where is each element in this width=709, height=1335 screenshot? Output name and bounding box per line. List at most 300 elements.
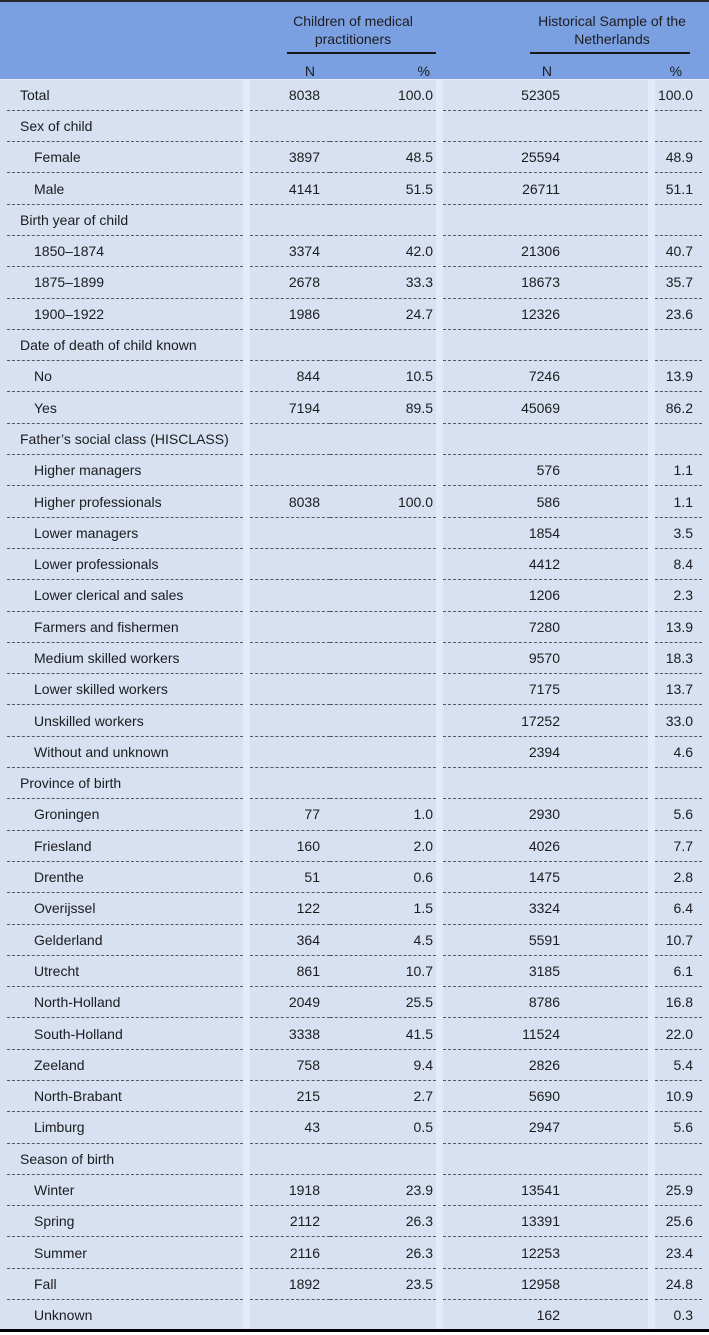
value-cell: 26711 [443,173,648,204]
column-spacer [243,1300,250,1331]
column-spacer [648,1018,655,1049]
column-spacer [648,1081,655,1112]
value-cell: 3338 [250,1018,330,1049]
edge-spacer [702,861,709,892]
value-cell: 100.0 [330,79,436,110]
value-cell: 42.0 [330,235,436,266]
edge-spacer [702,1049,709,1080]
edge-spacer [702,329,709,360]
row-label: Medium skilled workers [7,642,243,673]
value-cell [250,1143,330,1174]
column-spacer [243,110,250,141]
value-cell [250,736,330,767]
value-cell [250,110,330,141]
value-cell: 12958 [443,1268,648,1299]
value-cell: 5591 [443,924,648,955]
value-cell [250,517,330,548]
edge-spacer [0,235,7,266]
value-cell: 51.5 [330,173,436,204]
section-row [0,329,709,360]
column-spacer [436,329,443,360]
value-cell [330,423,436,454]
column-spacer [243,768,250,799]
edge-spacer [0,799,7,830]
value-cell: 9.4 [330,1049,436,1080]
value-cell [443,1143,648,1174]
value-cell: 26.3 [330,1206,436,1237]
edge-spacer [702,830,709,861]
edge-spacer [0,1143,7,1174]
row-label: Without and unknown [7,736,243,767]
edge-spacer [702,768,709,799]
column-spacer [243,1081,250,1112]
column-spacer [648,548,655,579]
value-cell [250,580,330,611]
value-cell: 6.4 [655,893,702,924]
edge-spacer [0,861,7,892]
table-row [0,1081,709,1112]
edge-spacer [702,423,709,454]
column-spacer [243,1018,250,1049]
edge-spacer [0,455,7,486]
header-blank-cell [0,54,250,79]
edge-spacer [702,486,709,517]
value-cell: 12326 [443,298,648,329]
value-cell [330,705,436,736]
value-cell: 13.7 [655,674,702,705]
table-body [0,79,709,1331]
value-cell [330,768,436,799]
value-cell [330,329,436,360]
edge-spacer [702,580,709,611]
value-cell [443,423,648,454]
row-label: Father’s social class (HISCLASS) [7,423,243,454]
column-spacer [648,768,655,799]
column-spacer [436,1237,443,1268]
value-cell: 1.5 [330,893,436,924]
column-spacer [648,736,655,767]
column-spacer [243,392,250,423]
value-cell: 16.8 [655,987,702,1018]
value-cell: 100.0 [655,79,702,110]
value-cell: 2394 [443,736,648,767]
table-row [0,392,709,423]
column-spacer [436,1081,443,1112]
column-spacer [243,611,250,642]
column-spacer [436,392,443,423]
value-cell: 2930 [443,799,648,830]
column-spacer [243,486,250,517]
edge-spacer [702,924,709,955]
value-cell: 25.6 [655,1206,702,1237]
value-cell: 4.6 [655,736,702,767]
value-cell [655,1143,702,1174]
edge-spacer [0,830,7,861]
table-row [0,580,709,611]
edge-spacer [702,392,709,423]
table-row [0,1206,709,1237]
edge-spacer [702,799,709,830]
value-cell: 5.4 [655,1049,702,1080]
edge-spacer [0,611,7,642]
value-cell: 122 [250,893,330,924]
value-cell [330,110,436,141]
value-cell: 364 [250,924,330,955]
column-spacer [436,799,443,830]
table-header [0,1,709,79]
value-cell: 844 [250,361,330,392]
value-cell: 2947 [443,1112,648,1143]
value-cell: 7246 [443,361,648,392]
table-row [0,1018,709,1049]
value-cell: 2116 [250,1237,330,1268]
value-cell: 8038 [250,79,330,110]
value-cell: 0.3 [655,1300,702,1331]
column-spacer [648,1300,655,1331]
value-cell [655,110,702,141]
column-spacer [243,705,250,736]
section-row [0,1143,709,1174]
value-cell: 3.5 [655,517,702,548]
value-cell: 52305 [443,79,648,110]
value-cell [443,204,648,235]
value-cell [330,1143,436,1174]
edge-spacer [702,142,709,173]
column-header-row [0,54,709,79]
edge-spacer [0,674,7,705]
value-cell: 4412 [443,548,648,579]
value-cell: 861 [250,955,330,986]
row-label: Higher managers [7,455,243,486]
table-row [0,361,709,392]
column-spacer [648,580,655,611]
column-spacer [243,79,250,110]
column-spacer [648,924,655,955]
table-row [0,611,709,642]
value-cell: 2826 [443,1049,648,1080]
column-spacer [436,1268,443,1299]
edge-spacer [702,1174,709,1205]
column-spacer [243,142,250,173]
edge-spacer [0,517,7,548]
value-cell: 13541 [443,1174,648,1205]
column-spacer [243,955,250,986]
value-cell [250,674,330,705]
value-cell: 45069 [443,392,648,423]
column-spacer [436,861,443,892]
value-cell: 10.7 [330,955,436,986]
value-cell [330,204,436,235]
value-cell: 86.2 [655,392,702,423]
column-group-row [0,1,709,54]
value-cell: 5.6 [655,799,702,830]
value-cell: 0.5 [330,1112,436,1143]
edge-spacer [702,517,709,548]
edge-spacer [702,1300,709,1331]
edge-spacer [702,267,709,298]
column-spacer [243,1143,250,1174]
column-spacer [648,173,655,204]
col-header-pct-hsn: % [655,54,702,79]
header-edge-cell [702,1,709,54]
row-label: Higher professionals [7,486,243,517]
column-spacer [436,1112,443,1143]
value-cell: 77 [250,799,330,830]
table-row [0,799,709,830]
row-label: Total [7,79,243,110]
column-spacer [648,361,655,392]
table-row [0,642,709,673]
column-spacer [648,799,655,830]
column-spacer [243,235,250,266]
column-spacer [436,110,443,141]
edge-spacer [0,423,7,454]
value-cell [250,1300,330,1331]
column-spacer [436,173,443,204]
row-label: Male [7,173,243,204]
value-cell: 40.7 [655,235,702,266]
row-label: Date of death of child known [7,329,243,360]
value-cell [655,768,702,799]
edge-spacer [702,361,709,392]
table-row [0,987,709,1018]
value-cell: 3374 [250,235,330,266]
edge-spacer [702,1206,709,1237]
column-spacer [436,580,443,611]
header-blank-cell [0,1,250,54]
row-label: Winter [7,1174,243,1205]
edge-spacer [702,987,709,1018]
edge-spacer [702,955,709,986]
table-row [0,548,709,579]
value-cell [250,423,330,454]
table-row [0,674,709,705]
column-spacer [436,642,443,673]
column-group-practitioners [250,1,436,54]
column-spacer [243,674,250,705]
value-cell [443,110,648,141]
column-spacer [648,1049,655,1080]
value-cell: 7175 [443,674,648,705]
column-spacer [243,298,250,329]
column-spacer [436,987,443,1018]
value-cell: 2112 [250,1206,330,1237]
value-cell: 23.5 [330,1268,436,1299]
table-row [0,1174,709,1205]
column-spacer [243,580,250,611]
edge-spacer [0,1018,7,1049]
column-spacer [648,893,655,924]
column-spacer [436,423,443,454]
edge-spacer [0,987,7,1018]
edge-spacer [702,173,709,204]
column-spacer [243,861,250,892]
column-spacer [243,736,250,767]
value-cell [330,517,436,548]
value-cell: 1892 [250,1268,330,1299]
value-cell [330,642,436,673]
column-spacer [436,1018,443,1049]
column-spacer [243,267,250,298]
value-cell: 51 [250,861,330,892]
table-row [0,1112,709,1143]
edge-spacer [0,1081,7,1112]
column-spacer [648,1112,655,1143]
edge-spacer [0,173,7,204]
column-spacer [648,642,655,673]
value-cell: 8.4 [655,548,702,579]
column-spacer [436,1174,443,1205]
column-spacer [436,79,443,110]
edge-spacer [702,1018,709,1049]
row-label: Utrecht [7,955,243,986]
value-cell [250,642,330,673]
column-spacer [436,955,443,986]
value-cell [330,455,436,486]
value-cell: 8786 [443,987,648,1018]
value-cell: 9570 [443,642,648,673]
value-cell: 3185 [443,955,648,986]
column-spacer [436,517,443,548]
row-label: Summer [7,1237,243,1268]
edge-spacer [0,361,7,392]
column-spacer [436,736,443,767]
col-header-pct-practitioners: % [330,54,436,79]
value-cell: 6.1 [655,955,702,986]
value-cell: 4.5 [330,924,436,955]
column-spacer [648,517,655,548]
value-cell: 7194 [250,392,330,423]
value-cell [250,548,330,579]
section-row [0,768,709,799]
value-cell: 51.1 [655,173,702,204]
row-label: Overijssel [7,893,243,924]
value-cell: 576 [443,455,648,486]
row-label: Fall [7,1268,243,1299]
row-label: Season of birth [7,1143,243,1174]
column-spacer [648,830,655,861]
column-spacer [436,1206,443,1237]
value-cell [655,423,702,454]
column-spacer [436,1300,443,1331]
row-label: Female [7,142,243,173]
column-spacer [436,924,443,955]
table-row [0,455,709,486]
table-row [0,1237,709,1268]
value-cell: 18673 [443,267,648,298]
column-spacer [436,830,443,861]
edge-spacer [0,1112,7,1143]
value-cell: 215 [250,1081,330,1112]
value-cell: 2678 [250,267,330,298]
column-spacer [648,674,655,705]
section-row [0,110,709,141]
row-label: North-Holland [7,987,243,1018]
row-label: No [7,361,243,392]
column-spacer [648,204,655,235]
table-row [0,173,709,204]
value-cell: 1206 [443,580,648,611]
row-label: North-Brabant [7,1081,243,1112]
value-cell: 4026 [443,830,648,861]
edge-spacer [0,642,7,673]
edge-spacer [0,768,7,799]
value-cell: 17252 [443,705,648,736]
value-cell: 1.1 [655,486,702,517]
value-cell: 1.0 [330,799,436,830]
value-cell: 13391 [443,1206,648,1237]
column-spacer [436,361,443,392]
row-label: Limburg [7,1112,243,1143]
column-spacer [648,110,655,141]
value-cell [330,548,436,579]
value-cell [330,1300,436,1331]
value-cell: 12253 [443,1237,648,1268]
table-row [0,924,709,955]
column-group-title: Children of medical practitioners [293,12,413,47]
value-cell: 4141 [250,173,330,204]
column-spacer [436,674,443,705]
value-cell: 11524 [443,1018,648,1049]
table-row [0,235,709,266]
column-spacer [436,267,443,298]
value-cell [330,736,436,767]
value-cell: 24.7 [330,298,436,329]
column-group-title: Historical Sample of the Netherlands [538,12,686,47]
table-row [0,142,709,173]
column-spacer [648,1174,655,1205]
value-cell: 758 [250,1049,330,1080]
table-row [0,955,709,986]
edge-spacer [0,1268,7,1299]
table-row [0,1049,709,1080]
value-cell: 21306 [443,235,648,266]
column-spacer [436,486,443,517]
value-cell: 2049 [250,987,330,1018]
column-group-rule [287,52,436,54]
column-spacer [243,642,250,673]
value-cell [443,768,648,799]
row-label: Yes [7,392,243,423]
table-row [0,79,709,110]
table-row [0,517,709,548]
value-cell: 23.9 [330,1174,436,1205]
column-spacer [243,1112,250,1143]
value-cell: 8038 [250,486,330,517]
value-cell: 89.5 [330,392,436,423]
value-cell: 1.1 [655,455,702,486]
edge-spacer [702,705,709,736]
edge-spacer [0,392,7,423]
column-spacer [436,611,443,642]
column-spacer [648,142,655,173]
value-cell: 25594 [443,142,648,173]
section-row [0,423,709,454]
column-spacer [243,1206,250,1237]
header-gap-cell [648,54,655,79]
column-spacer [243,517,250,548]
row-label: Lower professionals [7,548,243,579]
edge-spacer [702,642,709,673]
edge-spacer [0,486,7,517]
value-cell: 5690 [443,1081,648,1112]
header-gap-cell [436,1,443,54]
edge-spacer [0,267,7,298]
column-spacer [243,455,250,486]
value-cell: 23.4 [655,1237,702,1268]
column-spacer [243,893,250,924]
column-spacer [648,392,655,423]
